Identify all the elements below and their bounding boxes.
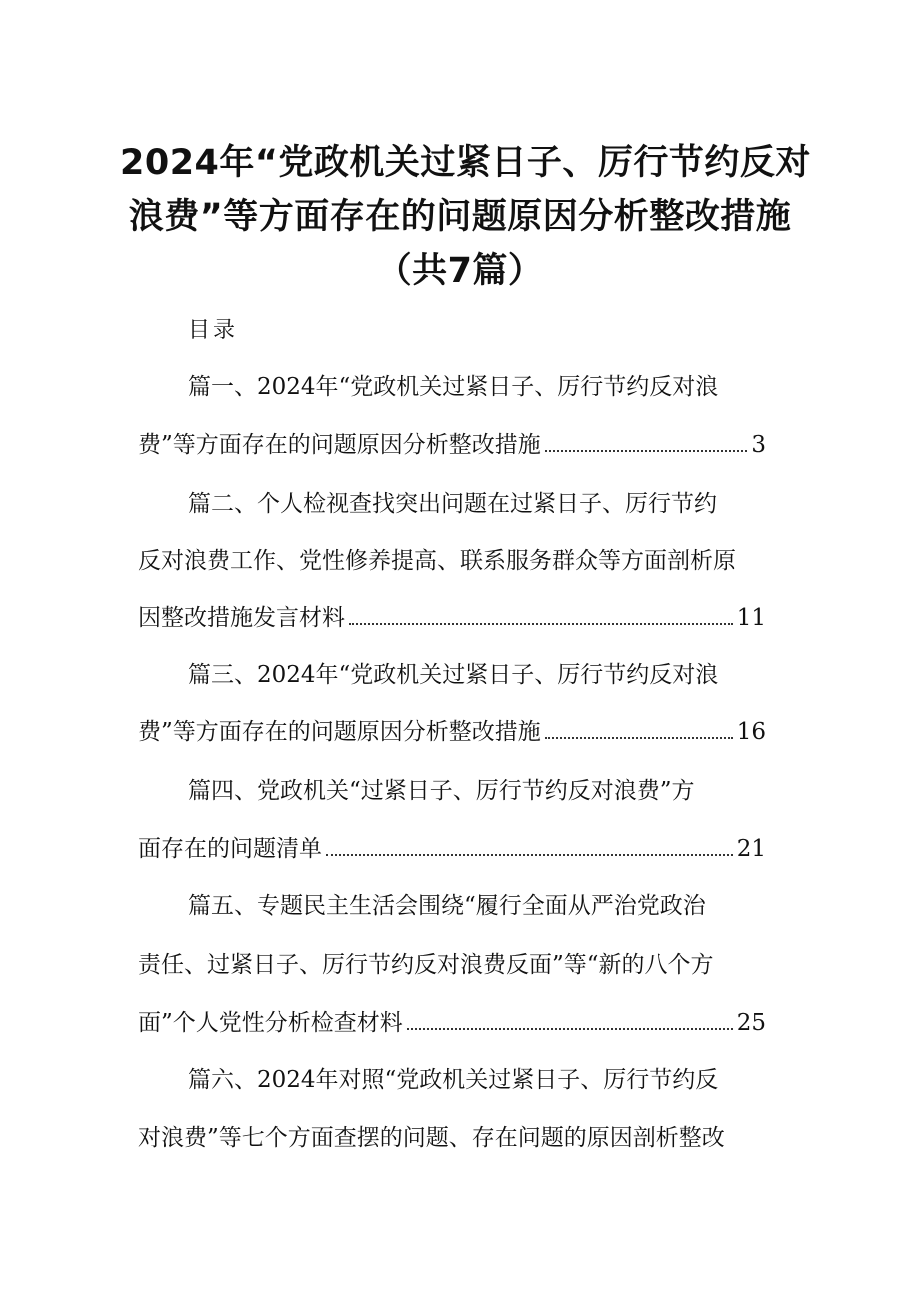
toc-heading: 目录 bbox=[188, 318, 239, 343]
toc-entry-3-line-2: 费”等方面存在的问题原因分析整改措施 bbox=[138, 719, 541, 745]
title-line-2: 浪费”等方面存在的问题原因分析整改措施 bbox=[128, 197, 792, 237]
toc-entry-5-line-1[interactable]: 篇五、专题民主生活会围绕“履行全面从严治党政治 bbox=[188, 893, 706, 919]
title-line-1: 2024年“党政机关过紧日子、厉行节约反对 bbox=[120, 143, 811, 183]
toc-entry-2-line-2[interactable]: 反对浪费工作、党性修养提高、联系服务群众等方面剖析原 bbox=[138, 548, 736, 574]
toc-entry-1-line-1[interactable]: 篇一、2024年“党政机关过紧日子、厉行节约反对浪 bbox=[188, 374, 719, 400]
toc-entry-5-page: 25 bbox=[736, 1010, 766, 1036]
toc-entry-3-last-line[interactable] bbox=[138, 717, 766, 747]
toc-entry-4-line-1[interactable]: 篇四、党政机关“过紧日子、厉行节约反对浪费”方 bbox=[188, 778, 695, 804]
toc-entry-3-page: 16 bbox=[736, 719, 766, 745]
toc-entry-4-page: 21 bbox=[736, 836, 766, 862]
toc-leader-dots bbox=[545, 449, 748, 452]
toc-entry-1-last-line[interactable] bbox=[138, 430, 766, 460]
toc-leader-dots bbox=[349, 622, 733, 625]
toc-entry-2-line-3: 因整改措施发言材料 bbox=[138, 605, 345, 631]
document-title bbox=[120, 136, 811, 298]
toc-entry-6-line-1[interactable]: 篇六、2024年对照“党政机关过紧日子、厉行节约反 bbox=[188, 1067, 719, 1093]
toc-entry-4-line-2: 面存在的问题清单 bbox=[138, 836, 322, 862]
toc-leader-dots bbox=[407, 1027, 733, 1030]
toc-entry-2-page: 11 bbox=[736, 605, 766, 631]
toc-entry-6-line-2[interactable]: 对浪费”等七个方面查摆的问题、存在问题的原因剖析整改 bbox=[138, 1125, 725, 1151]
toc-entry-4-last-line[interactable] bbox=[138, 834, 766, 864]
toc-entry-1-page: 3 bbox=[751, 432, 766, 458]
toc-entry-3-line-1[interactable]: 篇三、2024年“党政机关过紧日子、厉行节约反对浪 bbox=[188, 662, 719, 688]
toc-entry-1-line-2: 费”等方面存在的问题原因分析整改措施 bbox=[138, 432, 541, 458]
toc-entry-2-line-1[interactable]: 篇二、个人检视查找突出问题在过紧日子、厉行节约 bbox=[188, 491, 717, 517]
toc-entry-5-line-2[interactable]: 责任、过紧日子、厉行节约反对浪费反面”等“新的八个方 bbox=[138, 952, 714, 978]
toc-entry-2-last-line[interactable] bbox=[138, 603, 766, 633]
toc-entry-5-line-3: 面”个人党性分析检查材料 bbox=[138, 1010, 403, 1036]
toc-leader-dots bbox=[326, 853, 733, 856]
toc-leader-dots bbox=[545, 736, 733, 739]
toc-entry-5-last-line[interactable] bbox=[138, 1008, 766, 1038]
title-line-3: （共7篇） bbox=[376, 251, 544, 291]
